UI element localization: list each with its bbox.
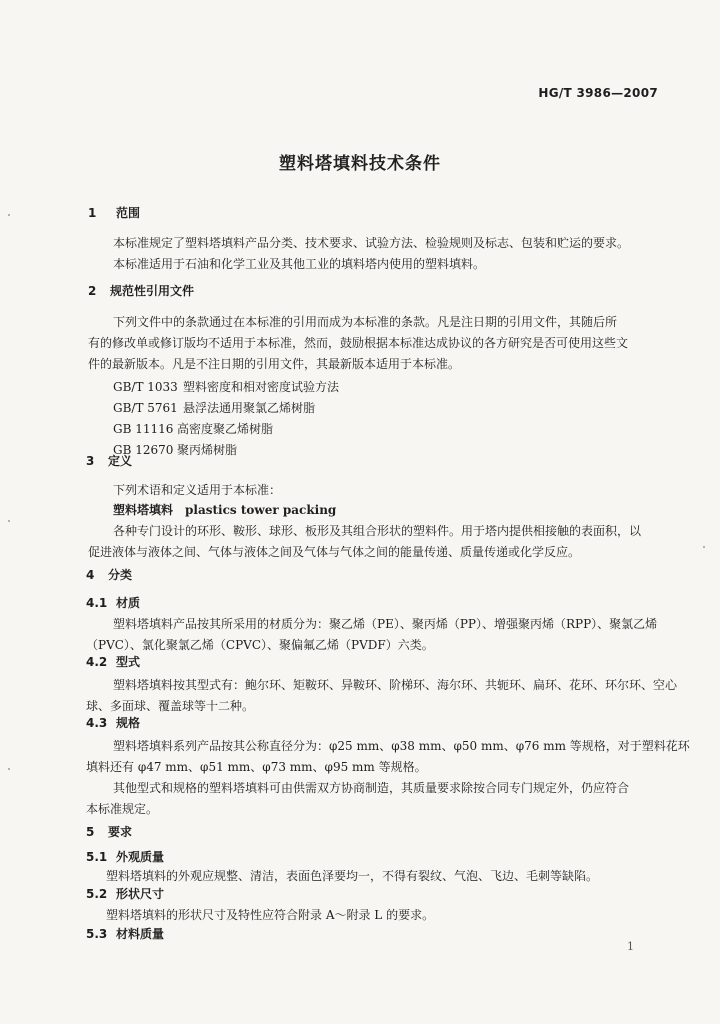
standard-code: HG/T 3986—2007 — [538, 86, 658, 100]
section-4-2-heading: 4.2 型式 — [86, 655, 141, 669]
section-4-3-text: 本标准规定。 — [86, 802, 159, 816]
section-4-3-text: 其他型式和规格的塑料塔填料可由供需双方协商制造，其质量要求除按合同专门规定外，仍应符合 — [113, 781, 630, 795]
section-1-paragraph: 本标准适用于石油和化学工业及其他工业的填料塔内使用的塑料填料。 — [113, 257, 486, 271]
section-5-2-text: 塑料塔填料的形状尺寸及特性应符合附录 A～附录 L 的要求。 — [106, 908, 435, 922]
section-4-2-text: 球、多面球、覆盖球等十二种。 — [86, 699, 255, 713]
section-2-heading: 2 规范性引用文件 — [88, 284, 195, 298]
section-5-1-heading: 5.1 外观质量 — [86, 850, 165, 864]
document-title: 塑料塔填料技术条件 — [279, 154, 441, 174]
section-2-intro: 有的修改单或修订版均不适用于本标准，然而，鼓励根据本标准达成协议的各方研究是否可使用这些文 — [88, 336, 629, 350]
section-5-heading: 5 要求 — [86, 825, 133, 839]
reference-item: GB/T 1033 塑料密度和相对密度试验方法 — [113, 380, 340, 394]
section-4-3-text: 塑料塔填料系列产品按其公称直径分为：φ25 mm、φ38 mm、φ50 mm、φ76 mm 等规格，对于塑料花环 — [113, 739, 690, 753]
scan-speck — [703, 546, 705, 548]
scan-speck — [8, 768, 10, 770]
section-4-1-text: 塑料塔填料产品按其所采用的材质分为：聚乙烯（PE）、聚丙烯（PP）、增强聚丙烯（RPP）、聚氯乙烯 — [113, 617, 658, 631]
section-5-3-heading: 5.3 材料质量 — [86, 927, 165, 941]
section-3-heading: 3 定义 — [86, 454, 133, 468]
section-4-3-text: 填料还有 φ47 mm、φ51 mm、φ73 mm、φ95 mm 等规格。 — [86, 760, 427, 774]
scan-speck — [8, 214, 10, 216]
scan-speck — [8, 520, 10, 522]
reference-item: GB/T 5761 悬浮法通用聚氯乙烯树脂 — [113, 401, 316, 415]
section-3-intro: 下列术语和定义适用于本标准： — [113, 483, 282, 497]
section-1-paragraph: 本标准规定了塑料塔填料产品分类、技术要求、试验方法、检验规则及标志、包装和贮运的要求。 — [113, 236, 630, 250]
section-4-3-heading: 4.3 规格 — [86, 716, 141, 730]
section-4-1-heading: 4.1 材质 — [86, 596, 141, 610]
term-definition: 各种专门设计的环形、鞍形、球形、板形及其组合形状的塑料件。用于塔内提供相接触的表面积，以 — [113, 524, 642, 538]
term-entry: 塑料塔填料 plastics tower packing — [113, 503, 337, 517]
section-4-heading: 4 分类 — [86, 568, 133, 582]
reference-item: GB 11116 高密度聚乙烯树脂 — [113, 422, 274, 436]
section-2-intro: 件的最新版本。凡是不注日期的引用文件，其最新版本适用于本标准。 — [88, 357, 461, 371]
reference-item: GB 12670 聚丙烯树脂 — [113, 443, 238, 457]
page-number: 1 — [627, 940, 634, 953]
section-1-heading: 1 范围 — [88, 206, 141, 220]
section-4-1-text: （PVC）、氯化聚氯乙烯（CPVC）、聚偏氟乙烯（PVDF）六类。 — [86, 638, 434, 652]
section-5-1-text: 塑料塔填料的外观应规整、清洁，表面色泽要均一，不得有裂纹、气泡、飞边、毛刺等缺陷。 — [106, 869, 599, 883]
section-2-intro: 下列文件中的条款通过在本标准的引用而成为本标准的条款。凡是注日期的引用文件，其随后所 — [113, 315, 618, 329]
section-5-2-heading: 5.2 形状尺寸 — [86, 887, 165, 901]
term-definition: 促进液体与液体之间、气体与液体之间及气体与气体之间的能量传递、质量传递或化学反应。 — [88, 545, 581, 559]
section-4-2-text: 塑料塔填料按其型式有：鲍尔环、矩鞍环、异鞍环、阶梯环、海尔环、共轭环、扁环、花环、环尔环、空心 — [113, 678, 678, 692]
